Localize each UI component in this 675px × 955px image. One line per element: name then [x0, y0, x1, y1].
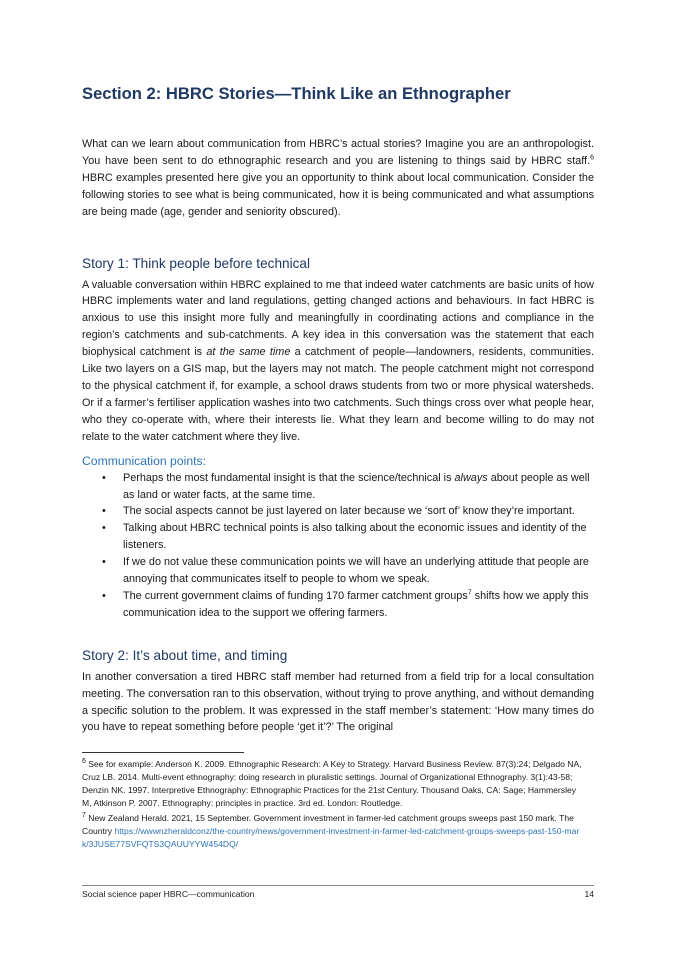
story2-paragraph: In another conversation a tired HBRC staff member had returned from a field trip for a local consultation meeting. The conversation ran to this observation, without trying to prove anything, and without demanding a specific solution to the problem. It was expressed in the staff member’s statement: ‘How many times do you have to repeat something before people ‘get it’?’ The original	[82, 670, 594, 734]
list-item	[82, 520, 594, 554]
footnote-6-number: 6	[82, 758, 86, 766]
item1-text-a: Perhaps the most fundamental insight is that the science/technical is	[123, 471, 455, 484]
footnote-separator	[82, 752, 244, 753]
story2-heading: Story 2: It’s about time, and timing	[82, 647, 288, 663]
item2-text: The social aspects cannot be just layered on later because we ‘sort of’ know they’re important.	[123, 505, 575, 518]
bullet-icon: •	[102, 471, 106, 484]
page-number: 14	[584, 889, 594, 899]
item5-text-a: The current government claims of funding 170 farmer catchment groups	[123, 589, 468, 602]
list-item	[82, 588, 594, 622]
footnotes	[82, 758, 582, 851]
item1-text-b: about people as well as land or water facts, at the same time.	[123, 471, 590, 501]
story1-text-b: a catchment of people—landowners, residents, communities. Like two layers on a GIS map, but the layers may not match. The people catchment might not correspond to the physical catchment if, for example, a school draws students from two or more physical watersheds. Or if a farmer’s fertiliser application washes into two catchments. Such things cross over what people hear, who they co-operate with, where their interests lie. What they learn and become willing to do may not relate to the water catchment where they live.	[82, 346, 594, 443]
story1-paragraph	[82, 277, 594, 446]
bullet-icon: •	[102, 556, 106, 569]
footnote-7-link[interactable]: https://wwwnzheraldconz/the-country/news/government-investment-in-farmer-led-catchment-groups-sweeps-past-150-mark/3JUSE77SVFQTS3QAUUYYW454DQ/	[82, 826, 580, 849]
footnote-6-text: See for example: Anderson K. 2009. Ethnographic Research: A Key to Strategy. Harvard Business Review. 87(3):24; Delgado NA, Cruz LB. 2014. Multi-event ethnography: doing research in pluralistic settings. Journal of Organizational Ethnography. 3(1):43-58; Denzin NK. 1997. Interpretive Ethnography: Ethnographic Practices for the 21st Century. Thousand Oaks, CA: Sage; Hammersley M, Atkinson P. 2007. Ethnography: principles in practice. 3rd ed. London: Routledge.	[82, 759, 582, 808]
item4-text: If we do not value these communication points we will have an underlying attitude that people are annoying that communicates itself to people to whom we speak.	[123, 556, 589, 586]
intro-text-1: What can we learn about communication from HBRC’s actual stories? Imagine you are an anthropologist. You have been sent to do ethnographic research and you are listening to things said by HBRC staff.	[82, 138, 594, 167]
footnote-7-text: New Zealand Herald. 2021, 15 September. Government investment in farmer-led catchment groups sweeps past 150 mark. The Country	[82, 813, 574, 836]
main-content	[82, 84, 594, 736]
story1-text-a: A valuable conversation within HBRC explained to me that indeed water catchments are basic units of how HBRC implements water and land regulations, getting changed actions and behaviours. In fact HBRC is anxious to use this insight more fully and meaningfully in coordinating actions and compliance in the region’s catchments and sub-catchments. A key idea in this conversation was the statement that each biophysical catchment is	[82, 278, 594, 359]
intro-text-2: HBRC examples presented here give you an opportunity to think about local communication. Consider the following stories to see what is being communicated, how it is being communicated and what assumptions are being made (age, gender and seniority obscured).	[82, 171, 594, 218]
footnote-6	[82, 758, 582, 810]
footer-separator	[82, 885, 594, 886]
bullet-icon: •	[102, 589, 106, 602]
communication-points-list	[82, 470, 594, 622]
bullet-icon: •	[102, 522, 106, 535]
footnote-ref-7[interactable]: 7	[467, 589, 472, 597]
item5-text-b: shifts how we apply this communication idea to the support we offering farmers.	[123, 589, 589, 619]
item3-text: Talking about HBRC technical points is also talking about the economic issues and identity of the listeners.	[123, 522, 587, 552]
communication-points-heading: Communication points:	[82, 453, 206, 468]
footnote-7	[82, 812, 582, 851]
list-item	[82, 470, 594, 504]
footer-title: Social science paper HBRC—communication	[82, 889, 255, 899]
story1-heading: Story 1: Think people before technical	[82, 255, 310, 271]
item1-emphasis: always	[454, 471, 488, 484]
section-title: Section 2: HBRC Stories—Think Like an Ethnographer	[82, 84, 511, 103]
list-item	[82, 503, 594, 520]
intro-paragraph	[82, 136, 594, 221]
list-item	[82, 554, 594, 588]
footnote-7-number: 7	[82, 812, 86, 820]
story1-emphasis: at the same time	[206, 346, 291, 359]
footnote-ref-6[interactable]: 6	[590, 154, 594, 162]
bullet-icon: •	[102, 505, 106, 518]
